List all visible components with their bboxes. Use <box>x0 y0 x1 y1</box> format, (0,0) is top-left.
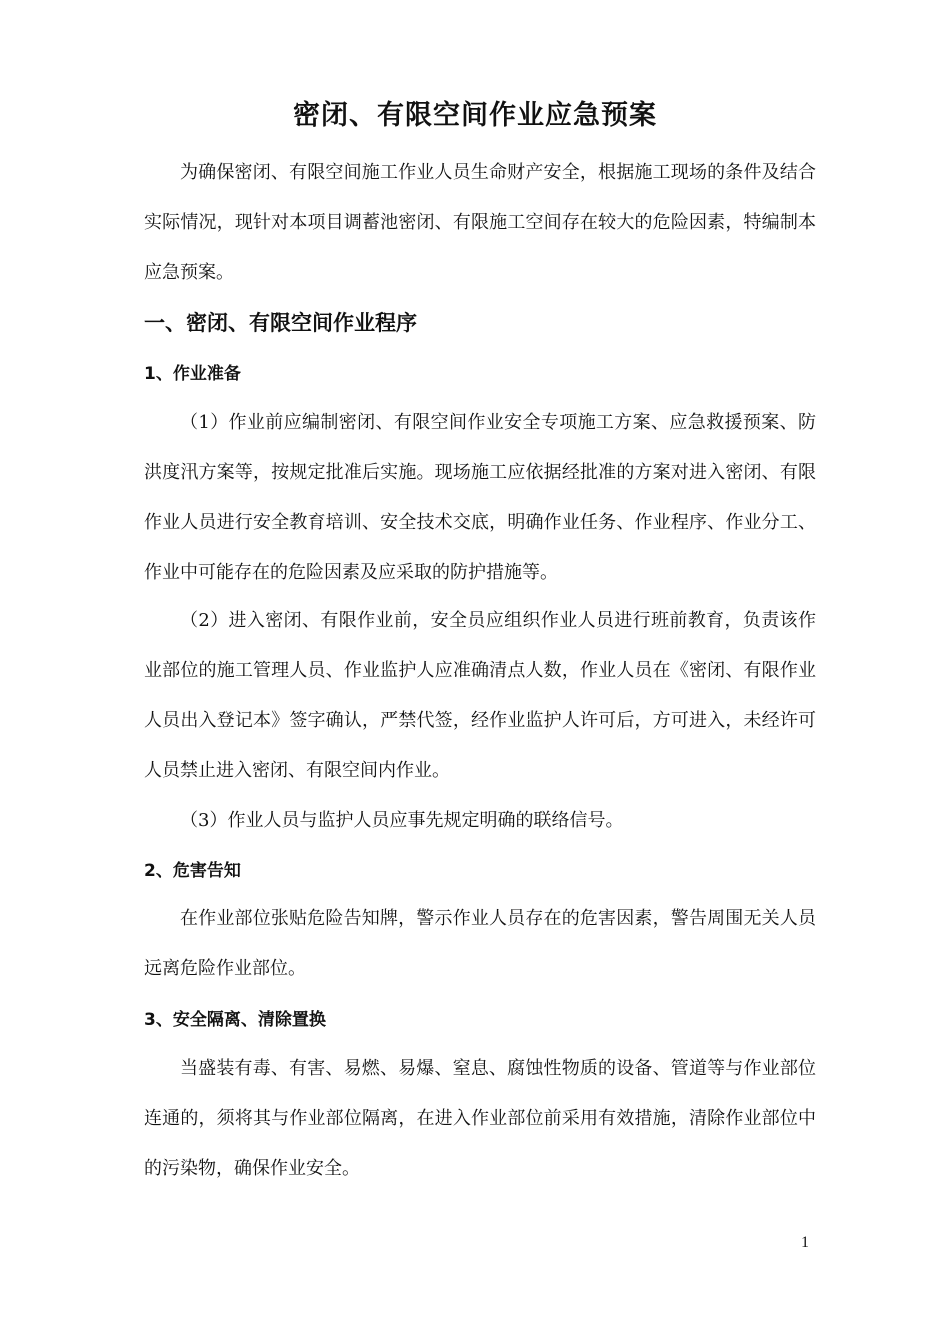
subsection-heading-3: 3、安全隔离、清除置换 <box>144 1010 326 1030</box>
intro-paragraph: 为确保密闭、有限空间施工作业人员生命财产安全，根据施工现场的条件及结合实际情况，现针对本项目调蓄池密闭、有限施工空间存在较大的危险因素，特编制本应急预案。 <box>144 162 816 283</box>
paragraph-3-1: 当盛装有毒、有害、易燃、易爆、窒息、腐蚀性物质的设备、管道等与作业部位连通的，须将其与作业部位隔离，在进入作业部位前采用有效措施，清除作业部位中的污染物，确保作业安全。 <box>144 1058 816 1179</box>
page-number: 1 <box>801 1234 809 1251</box>
paragraph-2-1: 在作业部位张贴危险告知牌，警示作业人员存在的危害因素，警告周围无关人员远离危险作业部位。 <box>144 908 816 979</box>
subsection-heading-2: 2、危害告知 <box>144 861 241 881</box>
paragraph-1-3: （3）作业人员与监护人员应事先规定明确的联络信号。 <box>180 810 624 831</box>
paragraph-1-1: （1）作业前应编制密闭、有限空间作业安全专项施工方案、应急救援预案、防洪度汛方案等，按规定批准后实施。现场施工应依据经批准的方案对进入密闭、有限作业人员进行安全教育培训、安全技术交底，明确作业任务、作业程序、作业分工、作业中可能存在的危险因素及应采取的防护措施等。 <box>144 412 816 583</box>
document-title: 密闭、有限空间作业应急预案 <box>293 100 657 131</box>
section-heading-1: 一、密闭、有限空间作业程序 <box>144 311 417 335</box>
subsection-heading-1: 1、作业准备 <box>144 364 241 384</box>
paragraph-1-2: （2）进入密闭、有限作业前，安全员应组织作业人员进行班前教育，负责该作业部位的施工管理人员、作业监护人应准确清点人数，作业人员在《密闭、有限作业人员出入登记本》签字确认，严禁代签，经作业监护人许可后，方可进入，未经许可人员禁止进入密闭、有限空间内作业。 <box>144 610 816 781</box>
